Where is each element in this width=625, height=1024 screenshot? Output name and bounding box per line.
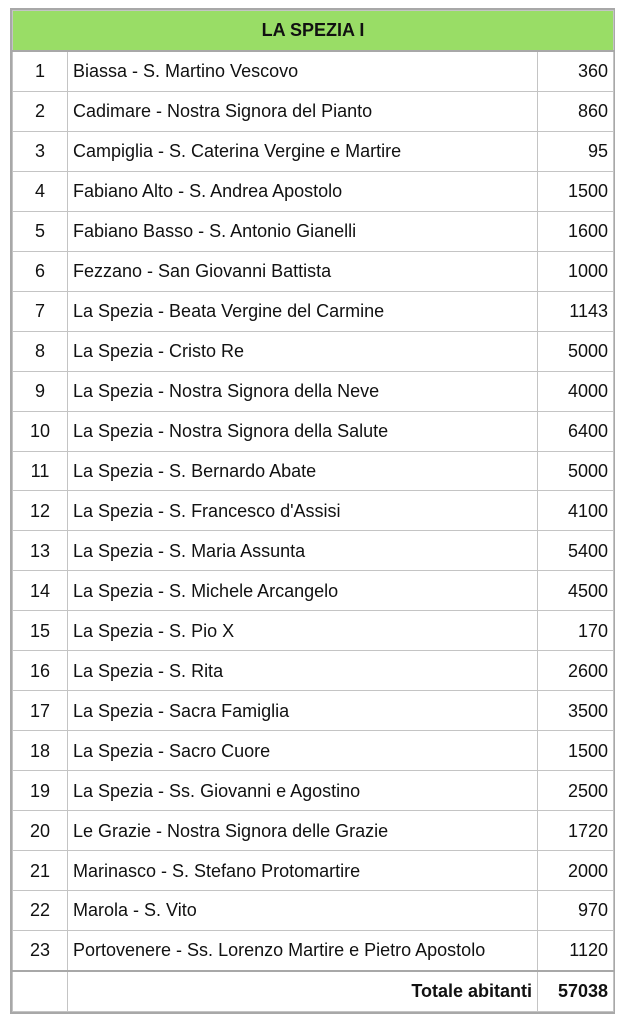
parish-name: Cadimare - Nostra Signora del Pianto xyxy=(68,91,538,131)
row-number: 4 xyxy=(13,171,68,211)
inhabitants-value: 3500 xyxy=(538,691,614,731)
table-row xyxy=(13,531,614,571)
row-number: 19 xyxy=(13,771,68,811)
inhabitants-value: 1500 xyxy=(538,171,614,211)
table-row xyxy=(13,251,614,291)
parish-name: La Spezia - Sacro Cuore xyxy=(68,731,538,771)
inhabitants-value: 360 xyxy=(538,51,614,91)
inhabitants-value: 6400 xyxy=(538,411,614,451)
parish-name: La Spezia - S. Francesco d'Assisi xyxy=(68,491,538,531)
total-empty-cell xyxy=(13,971,68,1012)
row-number: 23 xyxy=(13,930,68,970)
parish-name: Le Grazie - Nostra Signora delle Grazie xyxy=(68,811,538,851)
parish-name: Campiglia - S. Caterina Vergine e Martire xyxy=(68,131,538,171)
parish-name: La Spezia - S. Rita xyxy=(68,651,538,691)
row-number: 3 xyxy=(13,131,68,171)
inhabitants-value: 1000 xyxy=(538,251,614,291)
table-row xyxy=(13,211,614,251)
parish-name: La Spezia - S. Michele Arcangelo xyxy=(68,571,538,611)
row-number: 1 xyxy=(13,51,68,91)
inhabitants-value: 170 xyxy=(538,611,614,651)
table-row xyxy=(13,811,614,851)
inhabitants-value: 970 xyxy=(538,891,614,931)
table-row xyxy=(13,651,614,691)
parish-name: Fabiano Basso - S. Antonio Gianelli xyxy=(68,211,538,251)
parish-name: La Spezia - S. Maria Assunta xyxy=(68,531,538,571)
parish-name: Marola - S. Vito xyxy=(68,891,538,931)
table-row xyxy=(13,851,614,891)
inhabitants-value: 2600 xyxy=(538,651,614,691)
row-number: 7 xyxy=(13,291,68,331)
inhabitants-value: 1600 xyxy=(538,211,614,251)
parish-name: Portovenere - Ss. Lorenzo Martire e Pietro Apostolo xyxy=(68,930,538,970)
table-row xyxy=(13,930,614,970)
inhabitants-value: 1143 xyxy=(538,291,614,331)
table-row xyxy=(13,291,614,331)
row-number: 21 xyxy=(13,851,68,891)
inhabitants-value: 95 xyxy=(538,131,614,171)
parish-name: Fabiano Alto - S. Andrea Apostolo xyxy=(68,171,538,211)
inhabitants-value: 4100 xyxy=(538,491,614,531)
parish-name: Marinasco - S. Stefano Protomartire xyxy=(68,851,538,891)
table-row xyxy=(13,611,614,651)
total-row xyxy=(13,971,614,1012)
row-number: 17 xyxy=(13,691,68,731)
parish-name: Biassa - S. Martino Vescovo xyxy=(68,51,538,91)
parish-name: La Spezia - Sacra Famiglia xyxy=(68,691,538,731)
parish-population-table xyxy=(12,10,614,1012)
inhabitants-value: 860 xyxy=(538,91,614,131)
row-number: 6 xyxy=(13,251,68,291)
parish-table-frame xyxy=(10,8,615,1014)
table-header-row xyxy=(13,11,614,51)
table-row xyxy=(13,51,614,91)
parish-name: La Spezia - Beata Vergine del Carmine xyxy=(68,291,538,331)
row-number: 9 xyxy=(13,371,68,411)
inhabitants-value: 5000 xyxy=(538,331,614,371)
parish-name: La Spezia - Cristo Re xyxy=(68,331,538,371)
table-row xyxy=(13,571,614,611)
parish-name: Fezzano - San Giovanni Battista xyxy=(68,251,538,291)
inhabitants-value: 5400 xyxy=(538,531,614,571)
total-value: 57038 xyxy=(538,971,614,1012)
row-number: 10 xyxy=(13,411,68,451)
inhabitants-value: 1500 xyxy=(538,731,614,771)
row-number: 12 xyxy=(13,491,68,531)
parish-name: La Spezia - Ss. Giovanni e Agostino xyxy=(68,771,538,811)
row-number: 18 xyxy=(13,731,68,771)
row-number: 20 xyxy=(13,811,68,851)
total-label: Totale abitanti xyxy=(68,971,538,1012)
row-number: 8 xyxy=(13,331,68,371)
table-row xyxy=(13,691,614,731)
row-number: 11 xyxy=(13,451,68,491)
parish-name: La Spezia - Nostra Signora della Salute xyxy=(68,411,538,451)
inhabitants-value: 2500 xyxy=(538,771,614,811)
table-body xyxy=(13,11,614,1012)
table-row xyxy=(13,91,614,131)
row-number: 5 xyxy=(13,211,68,251)
inhabitants-value: 1120 xyxy=(538,930,614,970)
table-row xyxy=(13,771,614,811)
inhabitants-value: 4000 xyxy=(538,371,614,411)
table-row xyxy=(13,411,614,451)
inhabitants-value: 2000 xyxy=(538,851,614,891)
table-row xyxy=(13,891,614,931)
table-row xyxy=(13,451,614,491)
table-row xyxy=(13,331,614,371)
inhabitants-value: 1720 xyxy=(538,811,614,851)
table-row xyxy=(13,491,614,531)
parish-name: La Spezia - S. Bernardo Abate xyxy=(68,451,538,491)
table-row xyxy=(13,371,614,411)
row-number: 22 xyxy=(13,891,68,931)
row-number: 14 xyxy=(13,571,68,611)
row-number: 15 xyxy=(13,611,68,651)
row-number: 2 xyxy=(13,91,68,131)
inhabitants-value: 5000 xyxy=(538,451,614,491)
parish-name: La Spezia - Nostra Signora della Neve xyxy=(68,371,538,411)
table-row xyxy=(13,731,614,771)
inhabitants-value: 4500 xyxy=(538,571,614,611)
parish-name: La Spezia - S. Pio X xyxy=(68,611,538,651)
row-number: 13 xyxy=(13,531,68,571)
table-row xyxy=(13,171,614,211)
table-title: LA SPEZIA I xyxy=(13,11,614,51)
table-row xyxy=(13,131,614,171)
row-number: 16 xyxy=(13,651,68,691)
